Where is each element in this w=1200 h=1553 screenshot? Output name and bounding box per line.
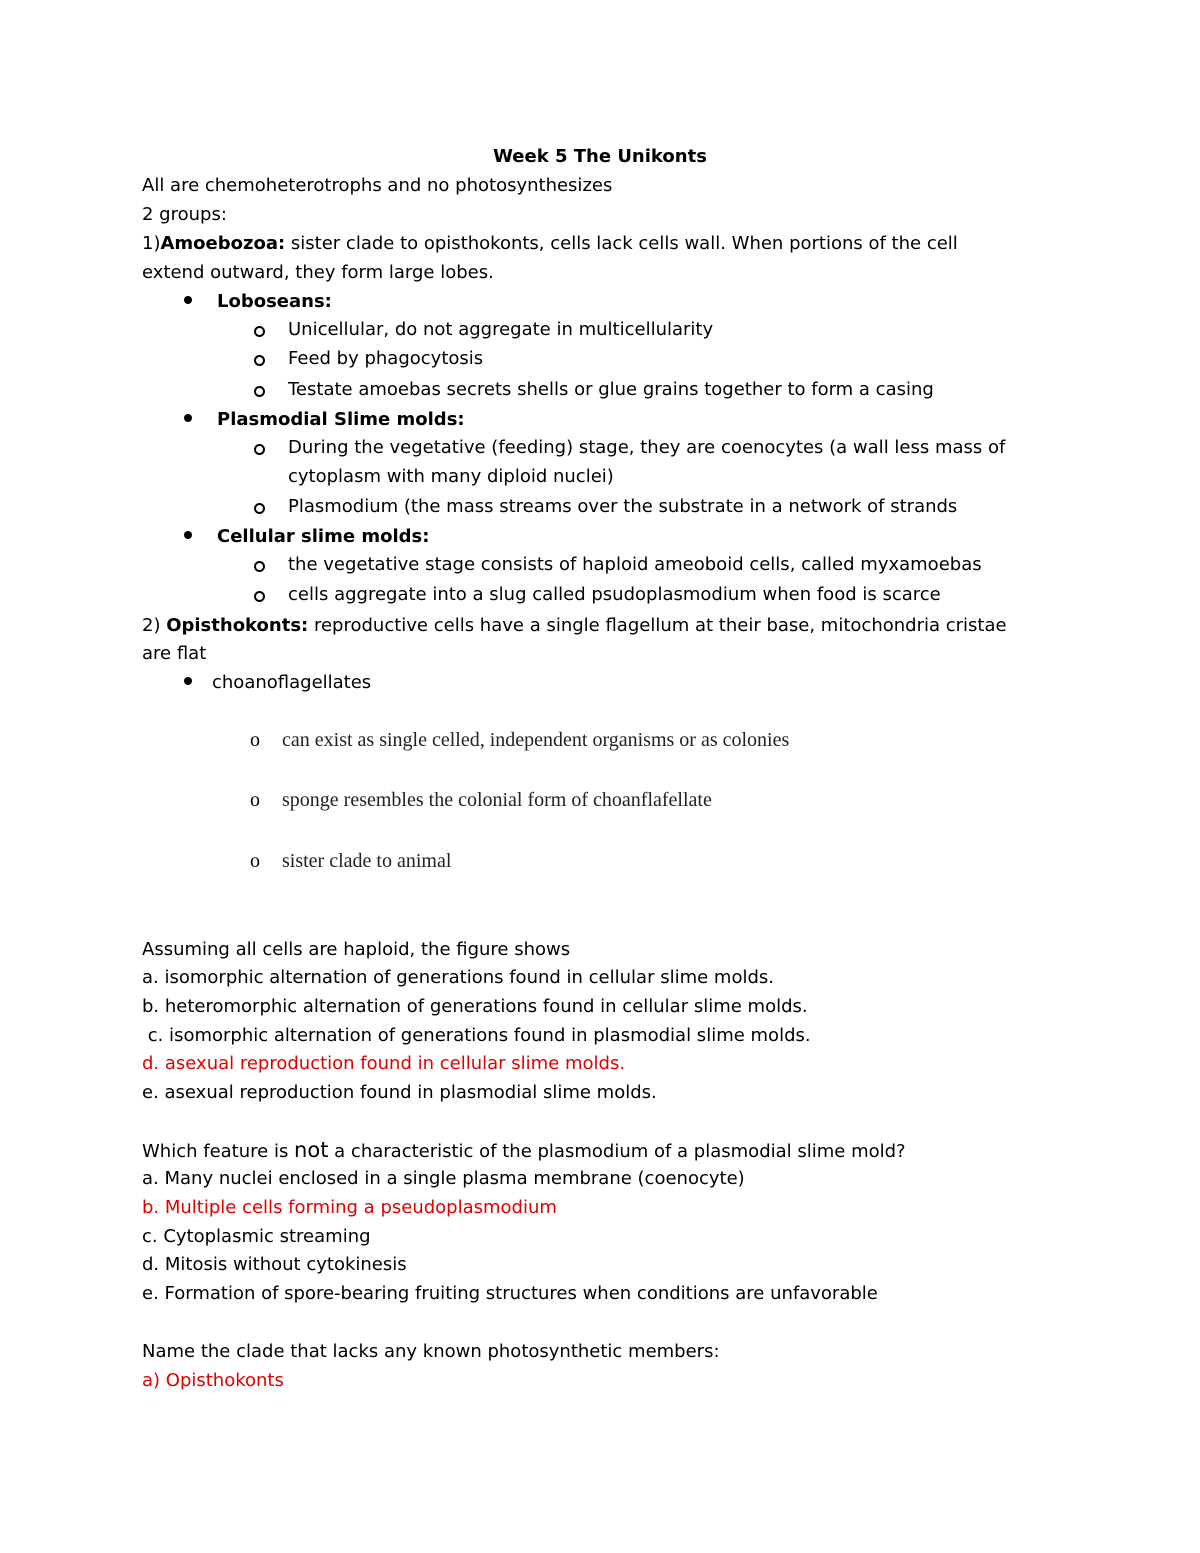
q1-option-c: c. isomorphic alternation of generations found in plasmodial slime molds.	[142, 1025, 811, 1046]
bullet-dot-icon	[184, 296, 192, 304]
choano-sub-2: sponge resembles the colonial form of choanflafellate	[282, 789, 712, 811]
circle-bullet-icon	[254, 561, 265, 572]
bullet-dot-icon	[184, 414, 192, 422]
q1-option-a: a. isomorphic alternation of generations found in cellular slime molds.	[142, 967, 774, 988]
group2-name: Opisthokonts:	[166, 615, 309, 636]
choano-sub-3: sister clade to animal	[282, 850, 452, 872]
cellular-sub-1: the vegetative stage consists of haploid ameoboid cells, called myxamoebas	[288, 554, 982, 575]
q2-option-b-answer: b. Multiple cells forming a pseudoplasmodium	[142, 1197, 557, 1218]
q1-stem: Assuming all cells are haploid, the figure shows	[142, 939, 571, 960]
group1-name: Amoebozoa:	[160, 233, 286, 254]
choano-sub-1: can exist as single celled, independent organisms or as colonies	[282, 729, 790, 751]
q2-stem-post: a characteristic of the plasmodium of a plasmodial slime mold?	[328, 1141, 906, 1162]
serif-circle-bullet-icon: o	[250, 729, 260, 751]
group1-desc-line1: sister clade to opisthokonts, cells lack cells wall. When portions of the cell	[285, 233, 958, 254]
q2-stem	[142, 1138, 906, 1164]
intro-line-2: 2 groups:	[142, 204, 227, 225]
serif-circle-bullet-icon: o	[250, 789, 260, 811]
loboseans-sub-1: Unicellular, do not aggregate in multicellularity	[288, 319, 714, 340]
group2-desc-line2: are flat	[142, 643, 207, 664]
circle-bullet-icon	[254, 326, 265, 337]
group1-heading	[142, 232, 958, 256]
intro-line-1: All are chemoheterotrophs and no photosynthesizes	[142, 175, 613, 196]
item-plasmodial-slime-molds: Plasmodial Slime molds:	[217, 409, 465, 430]
plasmodial-sub-1: During the vegetative (feeding) stage, they are coenocytes (a wall less mass of	[288, 437, 1006, 458]
circle-bullet-icon	[254, 591, 265, 602]
group2-desc-line1: reproductive cells have a single flagellum at their base, mitochondria cristae	[308, 615, 1007, 636]
q2-option-c: c. Cytoplasmic streaming	[142, 1226, 371, 1247]
q3-answer: a) Opisthokonts	[142, 1370, 284, 1391]
q3-stem: Name the clade that lacks any known photosynthetic members:	[142, 1341, 720, 1362]
group1-prefix: 1)	[142, 233, 161, 254]
bullet-dot-icon	[184, 531, 192, 539]
circle-bullet-icon	[254, 444, 265, 455]
group2-prefix: 2)	[142, 615, 167, 636]
plasmodial-sub-1-cont: cytoplasm with many diploid nuclei)	[288, 466, 614, 487]
item-choanoflagellates: choanoflagellates	[212, 672, 372, 693]
item-loboseans: Loboseans:	[217, 291, 332, 312]
serif-circle-bullet-icon: o	[250, 850, 260, 872]
q2-stem-not: not	[294, 1138, 329, 1162]
q2-option-a: a. Many nuclei enclosed in a single plasma membrane (coenocyte)	[142, 1168, 745, 1189]
q1-option-d-answer: d. asexual reproduction found in cellular slime molds.	[142, 1053, 626, 1074]
page-title: Week 5 The Unikonts	[493, 146, 707, 167]
q1-option-b: b. heteromorphic alternation of generations found in cellular slime molds.	[142, 996, 808, 1017]
q2-option-e: e. Formation of spore-bearing fruiting structures when conditions are unfavorable	[142, 1283, 878, 1304]
q2-option-d: d. Mitosis without cytokinesis	[142, 1254, 407, 1275]
cellular-sub-2: cells aggregate into a slug called psudoplasmodium when food is scarce	[288, 584, 941, 605]
group1-desc-line2: extend outward, they form large lobes.	[142, 262, 494, 283]
loboseans-sub-2: Feed by phagocytosis	[288, 348, 484, 369]
group2-heading	[142, 614, 1007, 638]
circle-bullet-icon	[254, 386, 265, 397]
circle-bullet-icon	[254, 503, 265, 514]
plasmodial-sub-2: Plasmodium (the mass streams over the substrate in a network of strands	[288, 496, 958, 517]
bullet-dot-icon	[184, 677, 192, 685]
item-cellular-slime-molds: Cellular slime molds:	[217, 526, 430, 547]
q1-option-e: e. asexual reproduction found in plasmodial slime molds.	[142, 1082, 657, 1103]
loboseans-sub-3: Testate amoebas secrets shells or glue grains together to form a casing	[288, 379, 934, 400]
circle-bullet-icon	[254, 355, 265, 366]
q2-stem-pre: Which feature is	[142, 1141, 295, 1162]
